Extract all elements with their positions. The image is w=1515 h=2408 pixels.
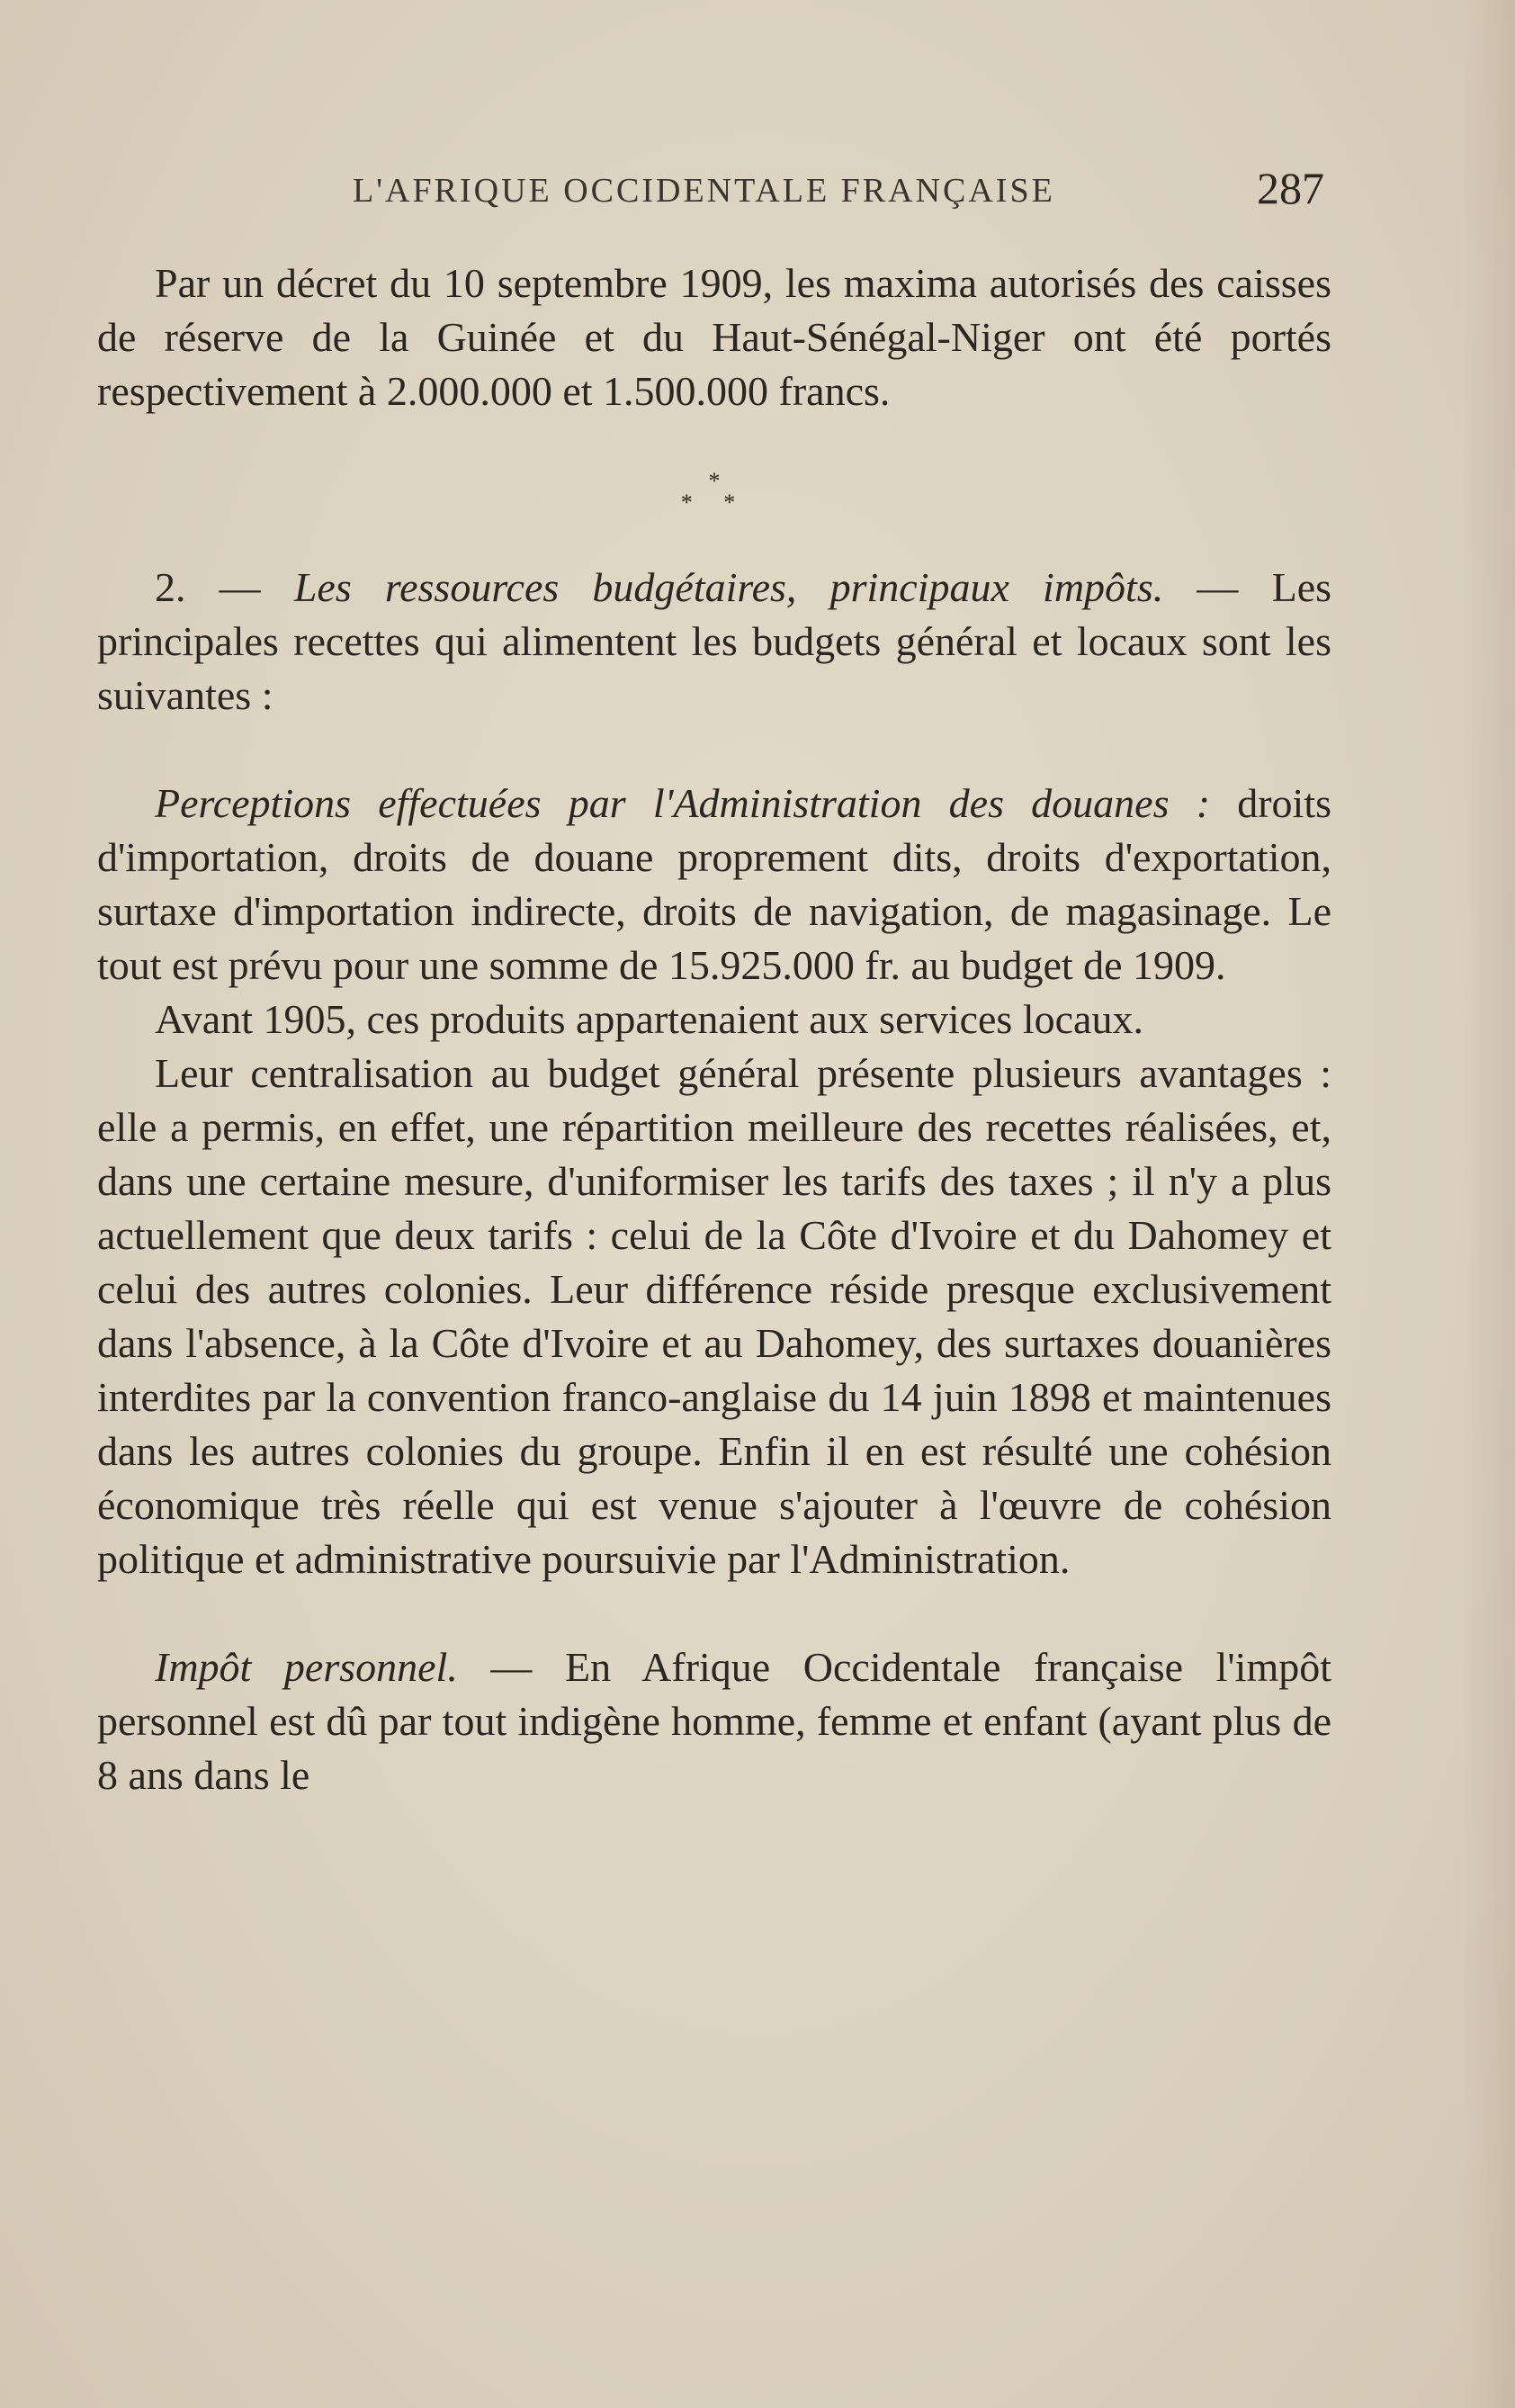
section-number: 2. —	[155, 564, 261, 610]
spacer	[97, 723, 1331, 777]
paragraph-avant-1905: Avant 1905, ces produits appartenaient aux services locaux.	[155, 996, 1143, 1042]
section-title: Les ressources budgétaires, principaux impôts.	[293, 564, 1164, 610]
page-header	[101, 162, 1324, 216]
paragraph-centralisation: Leur centralisation au budget général présente plusieurs avantages : elle a permis, en effet, une répartition meilleure des recettes réalisées, et, dans une certaine mesure, d'uniformiser les tarifs des taxes ; il n'y a plus actuellement que deux tarifs : celui de la Côte d'Ivoire et du Dahomey et celui des autres colonies. Leur différence réside presque exclusivement dans l'absence, à la Côte d'Ivoire et au Dahomey, des surtaxes douanières interdites par la convention franco-anglaise du 14 juin 1898 et maintenues dans les autres colonies du groupe. Enfin il en est résulté une cohésion économique très réelle qui est venue s'ajouter à l'œuvre de cohésion politique et administrative poursuivie par l'Administration.	[97, 1050, 1331, 1582]
paragraph-douanes	[97, 777, 1331, 993]
body-text	[97, 256, 1331, 1802]
running-head: L'AFRIQUE OCCIDENTALE FRANÇAISE	[353, 172, 1055, 210]
section-intro-text: — Les principales recettes qui alimentent les budgets général et locaux sont les suivantes :	[97, 564, 1332, 718]
asterism-bottom: * *	[680, 490, 749, 516]
douanes-title: Perceptions effectuées par l'Administration des douanes :	[155, 780, 1211, 826]
paragraph-impot-personnel	[97, 1640, 1331, 1802]
asterism-top: *	[708, 468, 721, 494]
spacer	[97, 1586, 1331, 1640]
section-2-paragraph	[97, 561, 1331, 723]
asterism-separator	[97, 468, 1331, 516]
douanes-text: droits d'importation, droits de douane proprement dits, droits d'exportation, surtaxe d'importation indirecte, droits de navigation, de magasinage. Le tout est prévu pour une somme de 15.925.000 fr. au budget de 1909.	[97, 780, 1331, 988]
page-number: 287	[1257, 163, 1324, 213]
impot-title: Impôt personnel.	[155, 1644, 458, 1690]
paragraph-decret: Par un décret du 10 septembre 1909, les maxima autorisés des caisses de réserve de la Guinée et du Haut-Sénégal-Niger ont été portés respectivement à 2.000.000 et 1.500.000 francs.	[97, 260, 1331, 414]
impot-text: — En Afrique Occidentale française l'impôt personnel est dû par tout indigène homme, femme et enfant (ayant plus de 8 ans dans le	[97, 1644, 1332, 1798]
